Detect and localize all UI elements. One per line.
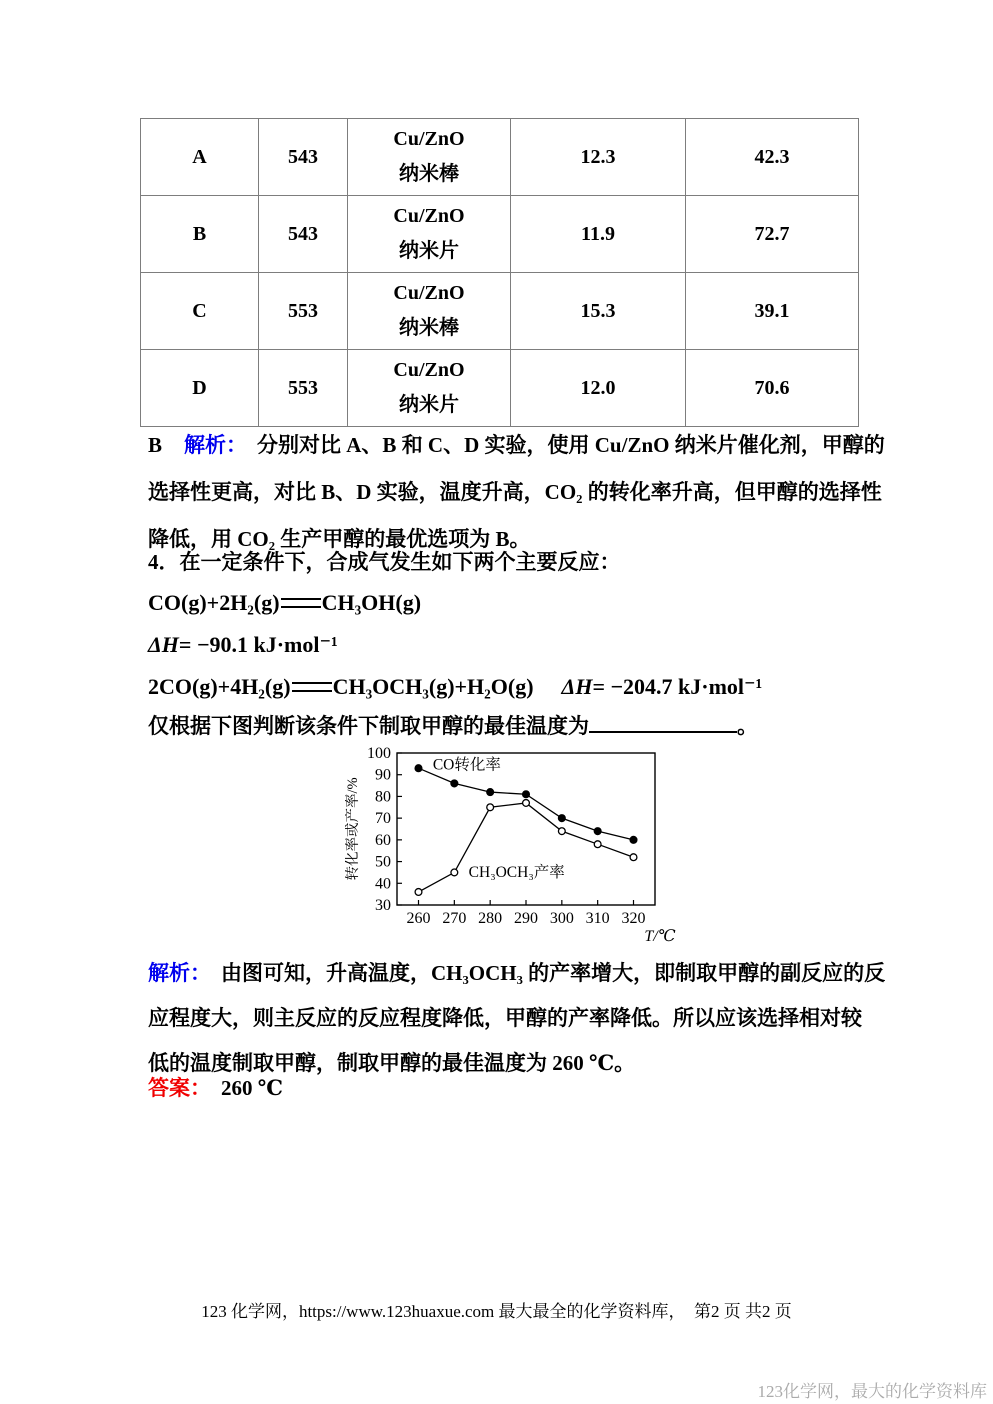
y-tick-label: 100: [367, 745, 391, 762]
jiexi-text-line: 降低，用 CO₂ 生产甲醇的最优选项为 B。: [148, 527, 531, 551]
catalyst-form: 纳米片: [399, 394, 459, 416]
catalyst-cell: [348, 119, 511, 196]
footer-library-text: 最大最全的化学资料库，: [494, 1302, 686, 1321]
catalyst-name: Cu/ZnO: [393, 205, 465, 227]
data-point: [415, 889, 422, 896]
x-tick-label: 290: [514, 910, 538, 927]
catalyst-form: 纳米片: [399, 240, 459, 262]
temperature-cell: 543: [259, 196, 348, 273]
x-tick-label: 270: [442, 910, 467, 927]
data-point: [594, 841, 601, 848]
temperature-cell: 553: [259, 273, 348, 350]
catalyst-form: 纳米棒: [399, 163, 459, 185]
fill-prompt-line: [148, 707, 758, 741]
delta-h-1: [148, 630, 338, 660]
data-point: [558, 828, 565, 835]
x-axis-label: T/℃: [644, 928, 676, 945]
delta-h-value: = −204.7 kJ·mol⁻¹: [592, 674, 763, 699]
y-tick-label: 80: [375, 788, 391, 806]
selectivity-cell: 70.6: [686, 350, 859, 427]
jiexi-text-line: 由图可知，升高温度，CH₃OCH₃ 的产率增大，即制取甲醇的副反应的反: [221, 961, 886, 985]
option-cell: C: [141, 273, 259, 350]
footer-url[interactable]: https://www.123huaxue.com: [298, 1302, 495, 1321]
equation-1-left: CO(g)+2H₂(g): [148, 590, 280, 615]
x-tick-label: 260: [406, 910, 431, 927]
data-point: [630, 854, 637, 861]
q4-answer-line: [148, 1073, 283, 1103]
table-row: [141, 350, 859, 427]
data-point: [630, 836, 637, 843]
catalyst-cell: [348, 273, 511, 350]
option-cell: B: [141, 196, 259, 273]
temperature-cell: 553: [259, 350, 348, 427]
jiexi-label: 解析：: [148, 961, 211, 985]
selectivity-cell: 42.3: [686, 119, 859, 196]
equation-sign: [281, 598, 321, 608]
delta-h-value: = −90.1 kJ·mol⁻¹: [178, 632, 338, 657]
data-point: [451, 780, 458, 787]
fill-suffix: 。: [737, 714, 758, 738]
jiexi-text-line: 应程度大，则主反应的反应程度降低，甲醇的产率降低。所以应该选择相对较: [148, 1006, 862, 1030]
answer-label: 答案：: [148, 1076, 211, 1100]
equation-sign: [292, 682, 332, 692]
y-tick-label: 40: [375, 875, 391, 893]
catalyst-name: Cu/ZnO: [393, 128, 465, 150]
catalyst-name: Cu/ZnO: [393, 359, 465, 381]
y-tick-label: 30: [375, 897, 391, 914]
footer-site-text: 123 化学网，: [201, 1302, 299, 1321]
question-4-stem: 4．在一定条件下，合成气发生如下两个主要反应：: [148, 550, 621, 574]
x-tick-label: 280: [478, 910, 503, 927]
table-row: [141, 119, 859, 196]
delta-h-symbol: ΔH: [148, 632, 179, 657]
y-tick-label: 70: [375, 810, 391, 828]
equation-1-right: CH₃OH(g): [321, 590, 422, 615]
catalyst-cell: [348, 196, 511, 273]
y-tick-label: 60: [375, 831, 391, 849]
answer-value: 260 ℃: [221, 1076, 283, 1100]
y-axis-label: 转化率或产率/%: [345, 777, 361, 881]
delta-h-symbol: ΔH: [561, 674, 593, 699]
x-tick-label: 300: [549, 910, 574, 927]
y-tick-label: 50: [375, 853, 391, 871]
table-row: [141, 273, 859, 350]
data-point: [487, 804, 494, 811]
jiexi-text-line: 选择性更高，对比 B、D 实验，温度升高，CO₂ 的转化率升高，但甲醇的选择性: [148, 480, 882, 504]
conversion-cell: 12.0: [511, 350, 686, 427]
data-point: [558, 815, 565, 822]
q4-jiexi-line: [148, 958, 885, 988]
catalyst-cell: [348, 350, 511, 427]
jiexi-text-line: 分别对比 A、B 和 C、D 实验，使用 Cu/ZnO 纳米片催化剂，甲醇的: [257, 433, 885, 457]
conversion-cell: 12.3: [511, 119, 686, 196]
y-tick-label: 90: [375, 766, 391, 784]
table-row: [141, 196, 859, 273]
data-point: [523, 791, 530, 798]
selectivity-cell: 72.7: [686, 196, 859, 273]
data-point: [523, 800, 530, 807]
option-cell: A: [141, 119, 259, 196]
jiexi-text-line: 低的温度制取甲醇，制取甲醇的最佳温度为 260 ℃。: [148, 1051, 636, 1075]
series-label: CH₃OCH₃产率: [468, 863, 565, 881]
data-point: [487, 789, 494, 796]
data-point: [594, 828, 601, 835]
equation-1: [148, 588, 421, 618]
data-point: [451, 869, 458, 876]
catalyst-name: Cu/ZnO: [393, 282, 465, 304]
page-footer: [0, 1297, 993, 1322]
conversion-cell: 11.9: [511, 196, 686, 273]
conversion-cell: 15.3: [511, 273, 686, 350]
q3-answer-line: [148, 430, 885, 460]
watermark: 123化学网，最大的化学资料库: [757, 1382, 987, 1401]
equation-2: [148, 672, 762, 702]
option-cell: D: [141, 350, 259, 427]
x-tick-label: 310: [585, 910, 610, 927]
series-label: CO转化率: [432, 756, 501, 774]
chart-svg: [345, 743, 690, 948]
methanol-temperature-chart: [345, 743, 690, 948]
data-point: [415, 765, 422, 772]
temperature-cell: 543: [259, 119, 348, 196]
catalyst-form: 纳米棒: [399, 317, 459, 339]
jiexi-label: 解析：: [184, 433, 248, 457]
fill-prompt: 仅根据下图判断该条件下制取甲醇的最佳温度为: [148, 714, 589, 738]
equation-2-right: CH₃OCH₃(g)+H₂O(g): [332, 674, 534, 699]
x-tick-label: 320: [621, 910, 646, 927]
selectivity-cell: 39.1: [686, 273, 859, 350]
equation-2-left: 2CO(g)+4H₂(g): [148, 674, 291, 699]
footer-page-info: 第2 页 共2 页: [694, 1302, 792, 1321]
answer-blank: [589, 707, 737, 733]
q3-answer-letter: B: [148, 433, 163, 457]
experiment-results-table: [140, 118, 859, 427]
